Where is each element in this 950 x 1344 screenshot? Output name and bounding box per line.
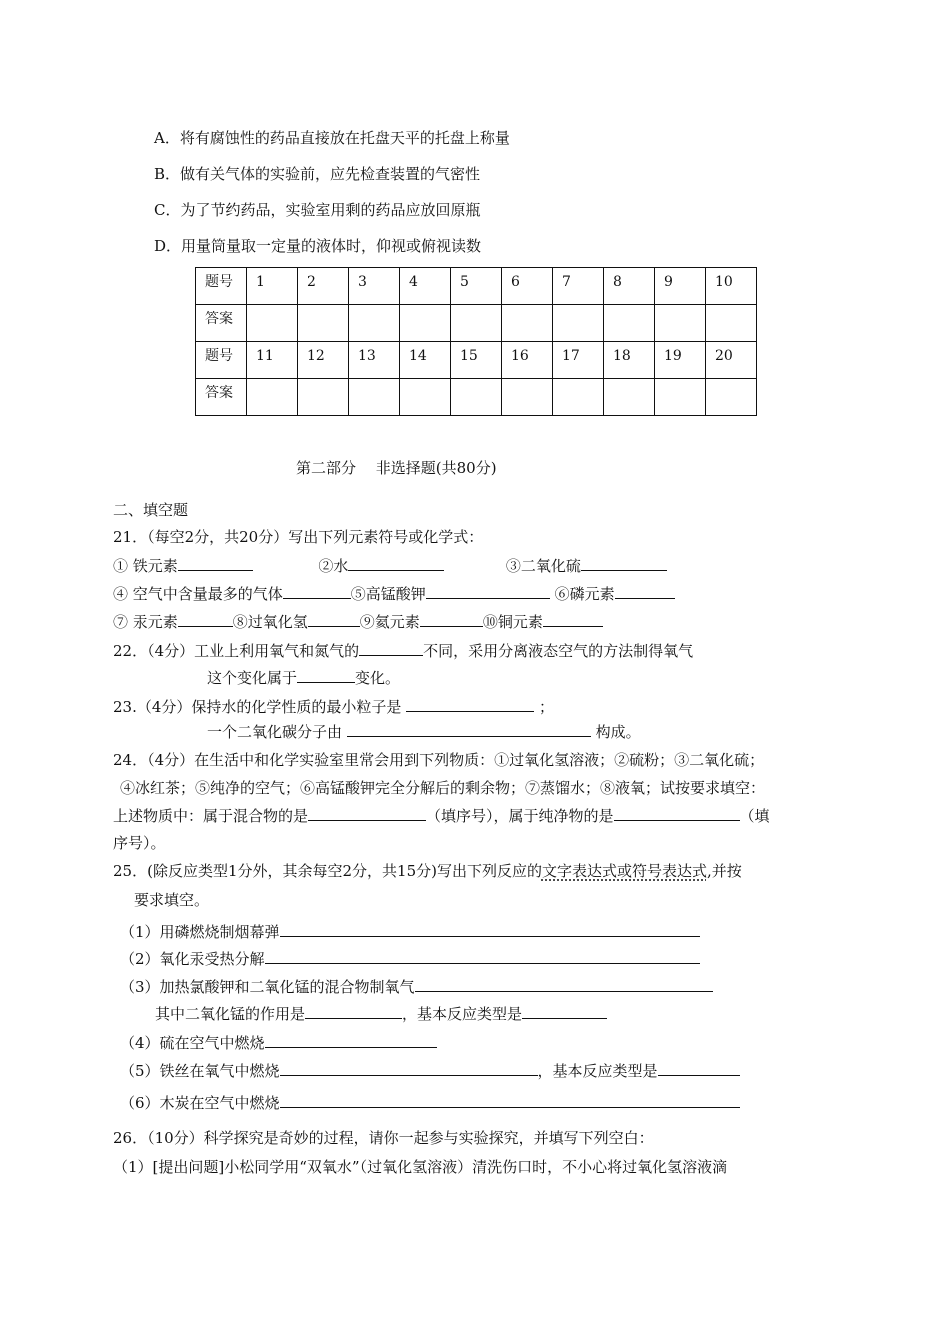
- q22-text: 这个变化属于: [207, 669, 298, 687]
- q22-text: 变化。: [355, 669, 401, 687]
- table-row: [196, 342, 757, 379]
- answer-cell[interactable]: [451, 379, 502, 416]
- q25-part5: [120, 1060, 740, 1081]
- answer-cell[interactable]: [400, 305, 451, 342]
- q24-text: 上述物质中：属于混合物的是: [113, 807, 309, 825]
- q21-item-7: ⑦ 汞元素: [113, 613, 178, 631]
- q23-text: 一个二氧化碳分子由: [207, 723, 343, 741]
- answer-blank[interactable]: [522, 1003, 607, 1019]
- q21-stem: 21．（每空2分，共20分）写出下列元素符号或化学式：: [113, 528, 484, 546]
- q23-text: ；: [538, 698, 554, 716]
- answer-cell[interactable]: [604, 305, 655, 342]
- answer-cell[interactable]: [553, 305, 604, 342]
- q23-text: 23.（4分）保持水的化学性质的最小粒子是: [113, 698, 402, 716]
- q24-line1: 24．（4分）在生活中和化学实验室里常会用到下列物质：①过氧化氢溶液；②硫粉；③二氧化硫；: [113, 751, 765, 769]
- answer-cell[interactable]: [655, 379, 706, 416]
- answer-blank[interactable]: [615, 583, 675, 599]
- answer-cell[interactable]: [400, 379, 451, 416]
- q25-line1: [113, 861, 742, 881]
- q21-item-2: ②水: [318, 557, 349, 575]
- q23-text: 构成。: [595, 723, 641, 741]
- q25-text: ，基本反应类型是: [402, 1005, 523, 1023]
- answer-blank[interactable]: [265, 948, 700, 964]
- q21-item-9: ⑨氦元素: [359, 613, 420, 631]
- part2-title: 第二部分 非选择题(共80分): [296, 459, 497, 477]
- answer-blank[interactable]: [280, 921, 700, 937]
- question-number: 20: [706, 342, 757, 379]
- q25-text: （5）铁丝在氧气中燃烧: [120, 1062, 280, 1080]
- answer-cell[interactable]: [247, 379, 298, 416]
- label-number: 题号: [196, 342, 247, 379]
- question-number: 7: [553, 268, 604, 305]
- q25-line2: 要求填空。: [134, 891, 210, 909]
- q24-text: （填序号），属于纯净物的是: [426, 807, 614, 825]
- q24-line4: 序号）。: [113, 834, 166, 852]
- question-number: 14: [400, 342, 451, 379]
- answer-cell[interactable]: [502, 305, 553, 342]
- label-number: 题号: [196, 268, 247, 305]
- answer-blank[interactable]: [420, 611, 483, 627]
- q24-line3: [113, 805, 770, 826]
- answer-blank[interactable]: [280, 1060, 538, 1076]
- question-number: 11: [247, 342, 298, 379]
- answer-blank[interactable]: [308, 611, 360, 627]
- answer-blank[interactable]: [406, 696, 534, 712]
- answer-blank[interactable]: [178, 611, 233, 627]
- answer-blank[interactable]: [348, 555, 444, 571]
- answer-blank[interactable]: [581, 555, 667, 571]
- question-number: 13: [349, 342, 400, 379]
- question-number: 19: [655, 342, 706, 379]
- answer-blank[interactable]: [415, 976, 713, 992]
- answer-cell[interactable]: [706, 305, 757, 342]
- answer-table: [195, 267, 757, 416]
- question-number: 18: [604, 342, 655, 379]
- q25-part1: [120, 921, 700, 942]
- q26-line1: （1）[提出问题]小松同学用“双氧水”（过氧化氢溶液）清洗伤口时，不小心将过氧化氢溶液滴: [113, 1158, 728, 1176]
- table-row: [196, 305, 757, 342]
- q21-item-10: ⑩铜元素: [482, 613, 543, 631]
- q22-text: 不同，采用分离液态空气的方法制得氧气: [423, 642, 694, 660]
- answer-blank[interactable]: [297, 667, 355, 683]
- q24-text: （填: [739, 807, 770, 825]
- q21-item-8: ⑧过氧化氢: [232, 613, 308, 631]
- q25-part3: [120, 976, 713, 997]
- question-number: 17: [553, 342, 604, 379]
- q25-part2: [120, 948, 700, 969]
- answer-cell[interactable]: [502, 379, 553, 416]
- q22-line1: [113, 640, 693, 661]
- answer-cell[interactable]: [553, 379, 604, 416]
- q21-line2: [113, 583, 675, 604]
- answer-cell[interactable]: [298, 379, 349, 416]
- q21-item-3: ③二氧化硫: [505, 557, 581, 575]
- q24-line2: ④冰红茶；⑤纯净的空气；⑥高锰酸钾完全分解后的剩余物；⑦蒸馏水；⑧液氧；试按要求填空：: [120, 779, 766, 797]
- q25-emphasis: 文字表达式或符号表达式: [541, 862, 707, 880]
- question-number: 2: [298, 268, 349, 305]
- question-number: 16: [502, 342, 553, 379]
- answer-blank[interactable]: [347, 721, 591, 737]
- question-number: 5: [451, 268, 502, 305]
- question-number: 3: [349, 268, 400, 305]
- answer-blank[interactable]: [280, 1092, 740, 1108]
- q23-line2: [207, 721, 641, 742]
- answer-blank[interactable]: [614, 805, 740, 821]
- table-row: [196, 379, 757, 416]
- q21-item-4: ④ 空气中含量最多的气体: [113, 585, 283, 603]
- answer-cell[interactable]: [349, 305, 400, 342]
- q25-text: ,并按: [706, 862, 742, 880]
- question-number: 1: [247, 268, 298, 305]
- q21-item-6: ⑥磷元素: [554, 585, 615, 603]
- q25-text: （4）硫在空气中燃烧: [120, 1034, 265, 1052]
- option-a: A．将有腐蚀性的药品直接放在托盘天平的托盘上称量: [154, 129, 510, 147]
- q25-part6: [120, 1092, 740, 1113]
- option-b: B．做有关气体的实验前，应先检查装置的气密性: [154, 165, 481, 183]
- answer-cell[interactable]: [604, 379, 655, 416]
- option-d: D．用量筒量取一定量的液体时，仰视或俯视读数: [154, 237, 482, 255]
- answer-cell[interactable]: [655, 305, 706, 342]
- q22-line2: [207, 667, 400, 688]
- q25-text: （3）加热氯酸钾和二氧化锰的混合物制氧气: [120, 978, 415, 996]
- q25-text: 25．(除反应类型1分外，其余每空2分，共15分)写出下列反应的: [113, 862, 542, 880]
- answer-blank[interactable]: [543, 611, 603, 627]
- answer-blank[interactable]: [265, 1032, 437, 1048]
- q25-text: ，基本反应类型是: [537, 1062, 658, 1080]
- answer-cell[interactable]: [706, 379, 757, 416]
- answer-blank[interactable]: [305, 1003, 402, 1019]
- answer-blank[interactable]: [308, 805, 426, 821]
- answer-blank[interactable]: [359, 640, 423, 656]
- question-number: 15: [451, 342, 502, 379]
- question-number: 8: [604, 268, 655, 305]
- answer-cell[interactable]: [298, 305, 349, 342]
- answer-blank[interactable]: [283, 583, 351, 599]
- q21-item-5: ⑤高锰酸钾: [350, 585, 426, 603]
- label-answer: 答案: [196, 305, 247, 342]
- q21-line1: [113, 555, 667, 576]
- answer-cell[interactable]: [247, 305, 298, 342]
- section-title: 二、填空题: [113, 501, 189, 519]
- label-answer: 答案: [196, 379, 247, 416]
- q25-text: 其中二氧化锰的作用是: [155, 1005, 306, 1023]
- answer-blank[interactable]: [658, 1060, 740, 1076]
- answer-blank[interactable]: [178, 555, 253, 571]
- q21-item-1: ① 铁元素: [113, 557, 178, 575]
- q25-part4: [120, 1032, 437, 1053]
- q25-text: （1）用磷燃烧制烟幕弹: [120, 923, 280, 941]
- q25-text: （6）木炭在空气中燃烧: [120, 1094, 280, 1112]
- q23-line1: [113, 696, 554, 717]
- question-number: 12: [298, 342, 349, 379]
- question-number: 6: [502, 268, 553, 305]
- answer-blank[interactable]: [426, 583, 550, 599]
- question-number: 10: [706, 268, 757, 305]
- q25-text: （2）氧化汞受热分解: [120, 950, 265, 968]
- answer-cell[interactable]: [451, 305, 502, 342]
- option-c: C．为了节约药品，实验室用剩的药品应放回原瓶: [154, 201, 481, 219]
- q21-line3: [113, 611, 603, 632]
- question-number: 9: [655, 268, 706, 305]
- table-row: [196, 268, 757, 305]
- q22-text: 22．（4分）工业上利用氧气和氮气的: [113, 642, 360, 660]
- question-number: 4: [400, 268, 451, 305]
- answer-cell[interactable]: [349, 379, 400, 416]
- q26-stem: 26．（10分）科学探究是奇妙的过程，请你一起参与实验探究，并填写下列空白：: [113, 1129, 654, 1147]
- q25-part3b: [155, 1003, 607, 1024]
